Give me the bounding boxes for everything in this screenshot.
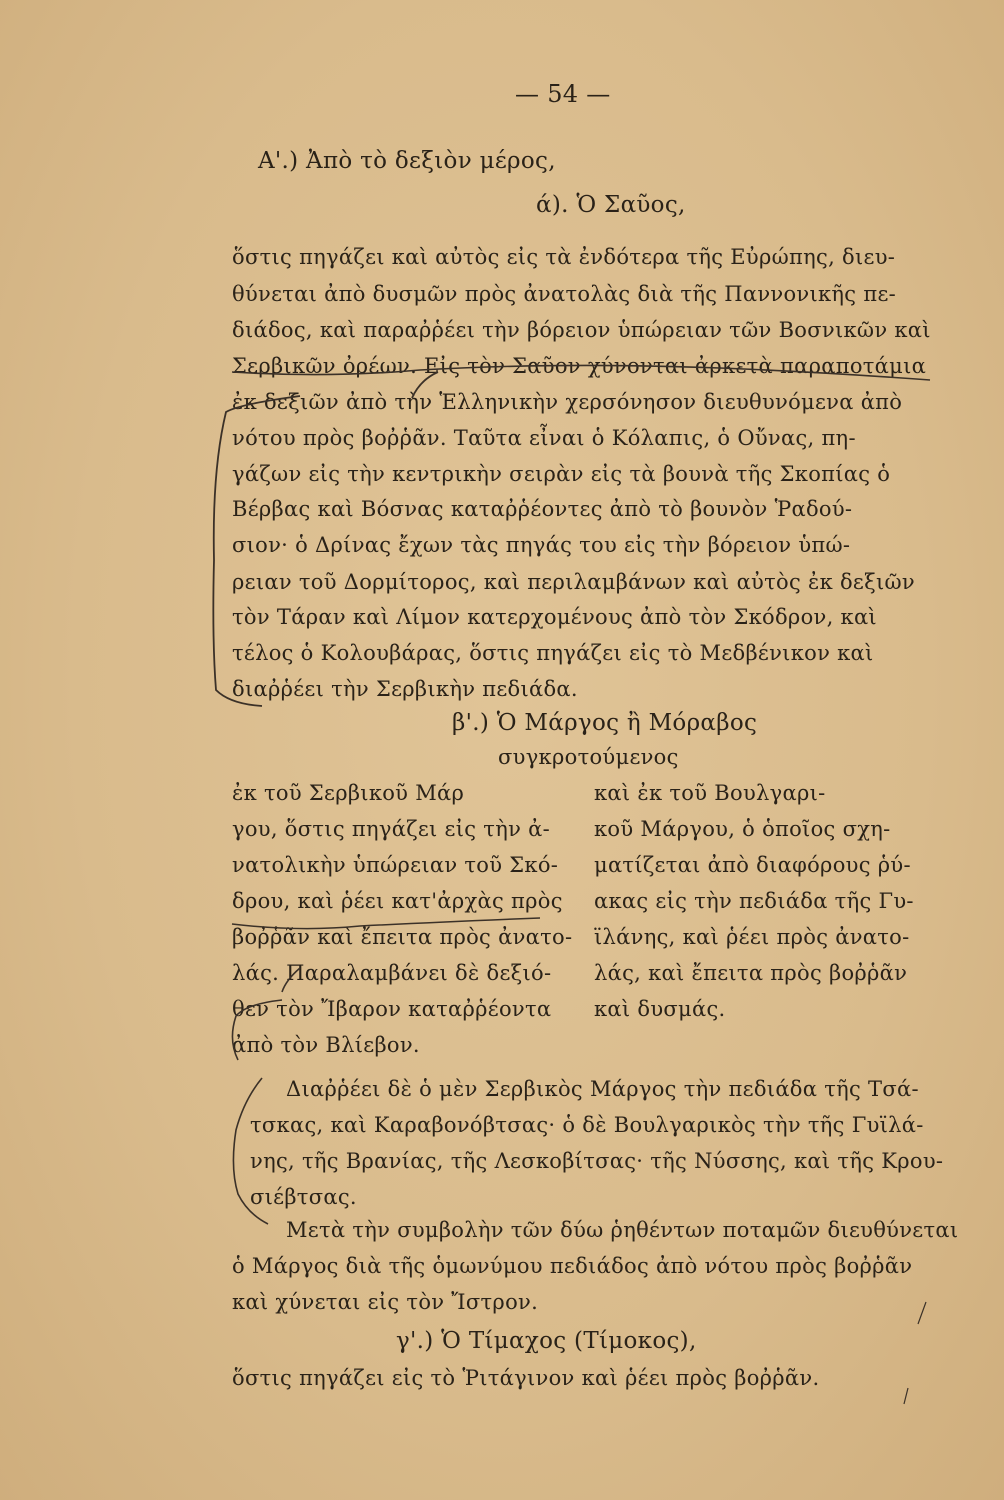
text-line: καὶ δυσμάς. xyxy=(594,997,726,1021)
section-b-heading: β'.) Ὁ Μάργος ἢ Μόραβος xyxy=(452,710,758,736)
text-line: νατολικὴν ὑπώρειαν τοῦ Σκό- xyxy=(232,853,559,877)
text-line: Βέρβας καὶ Βόσνας καταῤῥέοντες ἀπὸ τὸ βουνὸν Ῥαδού- xyxy=(232,497,853,521)
section-a-subheading: ά). Ὁ Σαῦος, xyxy=(536,192,686,218)
section-c-heading: γ'.) Ὁ Τίμαχος (Τίμοκος), xyxy=(396,1328,697,1354)
text-line: σιον· ὁ Δρίνας ἔχων τὰς πηγάς του εἰς τὴν βόρειον ὑπώ- xyxy=(232,533,851,557)
text-line: διαῤῥέει τὴν Σερβικὴν πεδιάδα. xyxy=(232,677,578,701)
text-line: γου, ὅστις πηγάζει εἰς τὴν ἀ- xyxy=(232,817,551,841)
text-line: καὶ ἐκ τοῦ Βουλγαρι- xyxy=(594,781,826,805)
margin-mark xyxy=(232,968,300,1060)
text-line: τὸν Τάραν καὶ Λίμον κατερχομένους ἀπὸ τὸν Σκόδρον, καὶ xyxy=(232,605,877,629)
text-line: λάς. Παραλαμβάνει δὲ δεξιό- xyxy=(232,961,552,985)
section-b-subheading: συγκροτούμενος xyxy=(498,745,679,769)
text-line: θύνεται ἀπὸ δυσμῶν πρὸς ἀνατολὰς διὰ τῆς Παννονικῆς πε- xyxy=(232,282,897,306)
text-line: ἐκ τοῦ Σερβικοῦ Μάρ xyxy=(232,781,465,805)
text-line: τσκας, καὶ Καραβονόβτσας· ὁ δὲ Βουλγαρικὸς τὴν τῆς Γυϊλά- xyxy=(250,1113,924,1137)
margin-mark xyxy=(232,365,930,380)
text-line: ακας εἰς τὴν πεδιάδα τῆς Γυ- xyxy=(594,889,914,913)
margin-mark xyxy=(232,918,540,929)
text-line: Μετὰ τὴν συμβολὴν τῶν δύω ῥηθέντων ποταμῶν διευθύνεται xyxy=(286,1218,959,1242)
margin-mark xyxy=(213,372,438,706)
margin-mark xyxy=(904,1302,926,1404)
text-line: δρου, καὶ ῥέει κατ'ἀρχὰς πρὸς xyxy=(232,889,563,913)
text-line: τέλος ὁ Κολουβάρας, ὅστις πηγάζει εἰς τὸ Μεδβένικον καὶ xyxy=(232,641,874,665)
text-line: βοῤῥᾶν καὶ ἔπειτα πρὸς ἀνατο- xyxy=(232,925,573,949)
text-line: λάς, καὶ ἔπειτα πρὸς βοῤῥᾶν xyxy=(594,961,908,985)
text-line: νότου πρὸς βοῤῥᾶν. Ταῦτα εἶναι ὁ Κόλαπις, ὁ Οὔνας, πη- xyxy=(232,426,856,450)
text-line: διάδος, καὶ παραῤῥέει τὴν βόρειον ὑπώρειαν τῶν Βοσνικῶν καὶ xyxy=(232,318,931,342)
text-line: Διαῤῥέει δὲ ὁ μὲν Σερβικὸς Μάργος τὴν πεδιάδα τῆς Τσά- xyxy=(286,1077,919,1101)
text-line: ρειαν τοῦ Δορμίτορος, καὶ περιλαμβάνων καὶ αὐτὸς ἐκ δεξιῶν xyxy=(232,570,915,594)
text-line: Σερβικῶν ὀρέων. Εἰς τὸν Σαῦον χύνονται ἀρκετὰ παραποτάμια xyxy=(232,354,927,378)
text-line: σιέβτσας. xyxy=(250,1185,357,1209)
text-line: ϊλάνης, καὶ ῥέει πρὸς ἀνατο- xyxy=(594,925,910,949)
text-line: ἐκ δεξιῶν ἀπὸ τὴν Ἑλληνικὴν χερσόνησον διευθυνόμενα ἀπὸ xyxy=(232,390,903,414)
text-line: καὶ χύνεται εἰς τὸν Ἴστρον. xyxy=(232,1290,539,1314)
section-a-heading: Α'.) Ἀπὸ τὸ δεξιὸν μέρος, xyxy=(258,148,556,174)
margin-mark xyxy=(233,1078,268,1224)
text-line: κοῦ Μάργου, ὁ ὁποῖος σχη- xyxy=(594,817,891,841)
page-number: — 54 — xyxy=(515,80,611,108)
text-line: θεν τὸν Ἴβαρον καταῤῥέοντα xyxy=(232,997,552,1021)
text-line: νης, τῆς Βρανίας, τῆς Λεσκοβίτσας· τῆς Νύσσης, καὶ τῆς Κρου- xyxy=(250,1149,944,1173)
text-line: ὅστις πηγάζει εἰς τὸ Ῥιτάγινον καὶ ῥέει πρὸς βοῤῥᾶν. xyxy=(232,1366,820,1390)
text-line: ὁ Μάργος διὰ τῆς ὁμωνύμου πεδιάδος ἀπὸ νότου πρὸς βοῤῥᾶν xyxy=(232,1254,913,1278)
text-line: ὅστις πηγάζει καὶ αὐτὸς εἰς τὰ ἐνδότερα τῆς Εὐρώπης, διευ- xyxy=(232,245,896,269)
text-line: γάζων εἰς τὴν κεντρικὴν σειρὰν εἰς τὰ βουνὰ τῆς Σκοπίας ὁ xyxy=(232,462,891,486)
text-line: ματίζεται ἀπὸ διαφόρους ῥύ- xyxy=(594,853,911,877)
text-line: ἀπὸ τὸν Βλίεβον. xyxy=(232,1033,420,1057)
